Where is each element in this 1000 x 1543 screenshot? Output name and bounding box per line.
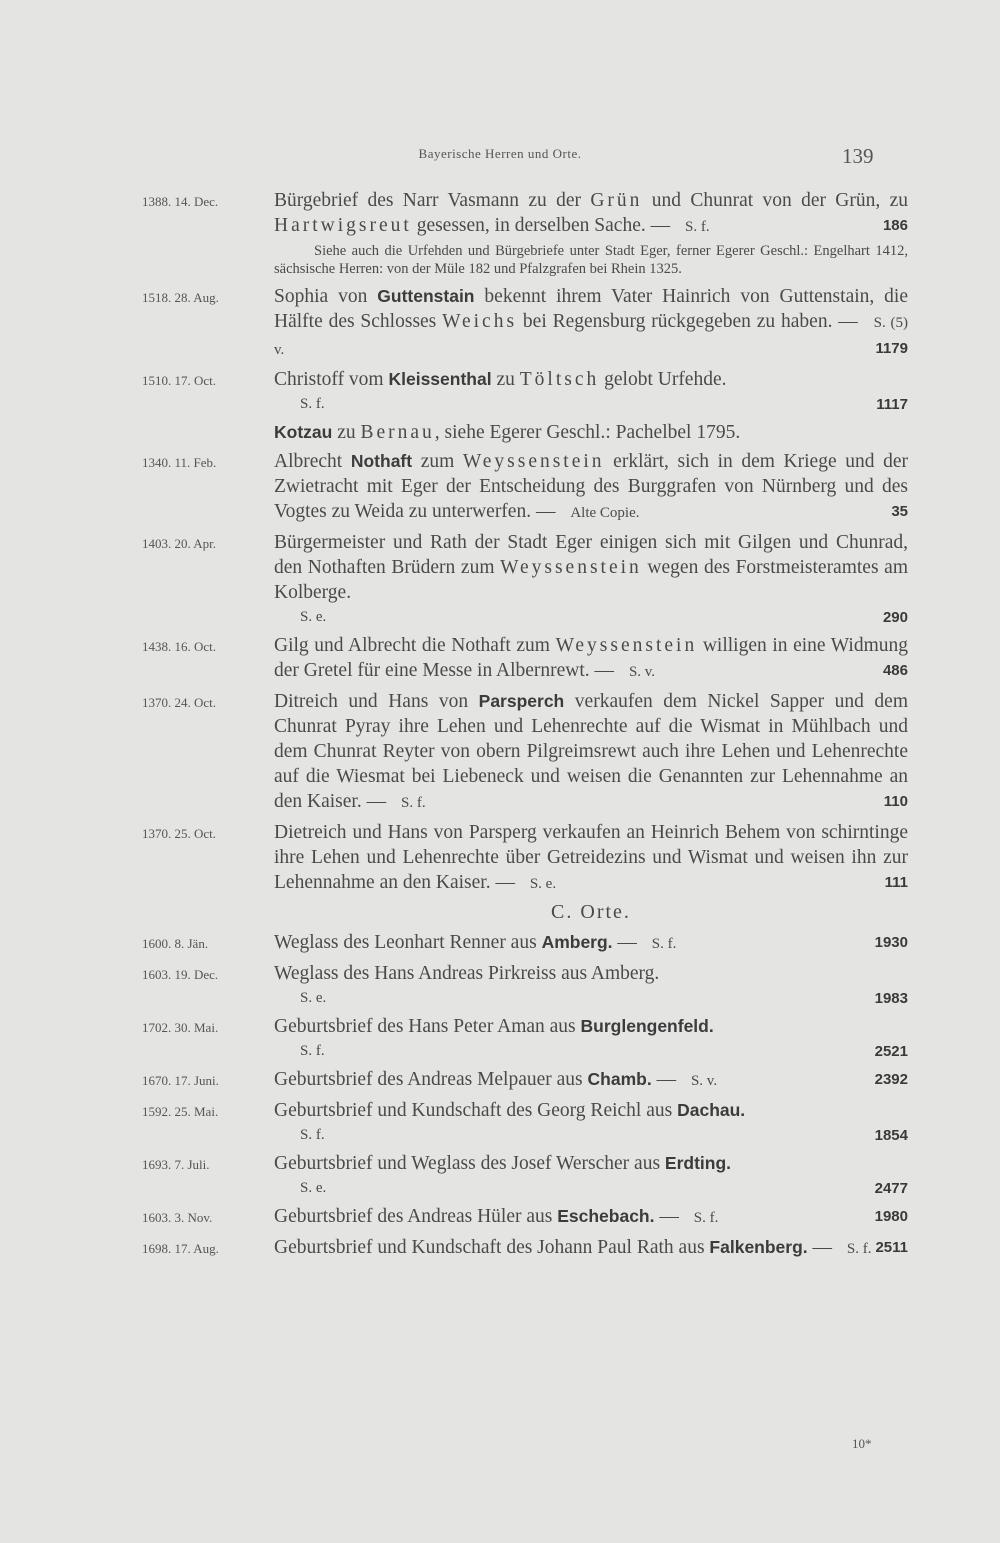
place-name: Eschebach. (557, 1206, 655, 1226)
entry-text (274, 1151, 908, 1176)
archive-number: 110 (883, 793, 908, 810)
source-ref: S. f. (400, 795, 426, 811)
running-title: Bayerische Herren und Orte. (418, 146, 582, 161)
place-entry (142, 1067, 908, 1094)
entry-text-part: erklärt, sich in dem Kriege und der Zwietracht mit Eger der Entscheidung des Burggrafen von Nürnberg und des Vogtes zu Weida zu unterwerfen. — (274, 451, 908, 522)
entry-text-part: willigen in eine Widmung der Gretel für eine Messe in Albernrewt. — (274, 635, 908, 681)
entry-date: 1693. 7. Juli. (142, 1157, 210, 1172)
entry-date: 1698. 17. Aug. (142, 1241, 219, 1256)
entry-date: 1603. 19. Dec. (142, 967, 219, 982)
place-entry (142, 1204, 908, 1231)
entry-text-part: — (807, 1237, 837, 1258)
source-line (274, 392, 908, 416)
archive-number: 1980 (874, 1208, 908, 1225)
spaced-name: Weyssenstein (555, 635, 698, 656)
entry-text-part: Weglass des Hans Andreas Pirkreiss aus Amberg. (274, 963, 660, 984)
source-ref: S. f. (846, 1241, 872, 1257)
place-entry (142, 1014, 908, 1063)
entry-text (274, 930, 908, 957)
entry-text-part: Gilg und Albrecht die Nothaft zum (274, 635, 556, 656)
entry-date: 1592. 25. Mai. (142, 1104, 219, 1119)
entry-text (274, 820, 908, 897)
entry-text-part: Geburtsbrief und Weglass des Josef Werscher aus (274, 1153, 665, 1174)
entry-text-part: Christoff vom (274, 369, 389, 390)
entry-date: 1518. 28. Aug. (142, 290, 219, 305)
entry-text (274, 449, 908, 526)
entry-text-part: bei Regensburg rückgegeben zu haben. — (517, 311, 864, 332)
archive-number: 186 (882, 217, 908, 234)
source-ref: S. f. (300, 1043, 325, 1059)
spaced-name: Weyssenstein (500, 557, 642, 578)
place-entry (142, 1235, 908, 1262)
entry-text (274, 420, 908, 445)
entry-date: 1340. 11. Feb. (142, 455, 217, 470)
place-name: Chamb. (587, 1069, 652, 1089)
entry (142, 820, 908, 897)
entry-text (274, 1014, 908, 1039)
place-name: Falkenberg. (709, 1237, 808, 1257)
bold-name: Kleissenthal (388, 369, 492, 389)
spaced-name: Weyssenstein (462, 451, 605, 472)
entry-date: 1370. 24. Oct. (142, 695, 217, 710)
source-ref: S. f. (300, 396, 325, 412)
archive-number: 1983 (874, 990, 908, 1007)
entry (142, 284, 908, 363)
entry-text-part: Sophia von (274, 286, 378, 307)
entry-text-part: Geburtsbrief und Kundschaft des Johann Paul Rath aus (274, 1237, 710, 1258)
source-line (274, 605, 908, 629)
source-ref: S. e. (529, 876, 557, 892)
entry-text-part: — (651, 1069, 681, 1090)
archive-number: 111 (884, 874, 908, 891)
archive-number: 2521 (874, 1043, 908, 1060)
place-entry (142, 930, 908, 957)
entry-date: 1702. 30. Mai. (142, 1020, 219, 1035)
archive-number: 1179 (875, 340, 908, 357)
archive-number: 1854 (874, 1127, 908, 1144)
entry-text-part: Weglass des Leonhart Renner aus (274, 932, 542, 953)
archive-number: 2392 (874, 1071, 908, 1088)
place-name: Erdting. (664, 1153, 732, 1173)
entry-text (274, 1098, 908, 1123)
entry-text-part: Dietreich und Hans von Parsperg verkaufen an Heinrich Behem von schirntinge ihre Lehen und Lehenrechte über Getreidezins und Wismat und weisen ihn zur Lehennahme an den Kaiser. — (274, 822, 908, 893)
archive-number: 2477 (874, 1180, 908, 1197)
archive-number: 486 (882, 662, 908, 679)
entry (142, 188, 908, 278)
entry-text (274, 1067, 908, 1094)
entry (142, 633, 908, 685)
spaced-name: Hartwigsreut (274, 215, 412, 236)
place-name: Dachau. (677, 1100, 746, 1120)
entry-text (274, 633, 908, 685)
entry (142, 689, 908, 816)
entry-date: 1370. 25. Oct. (142, 826, 217, 841)
source-line (274, 1039, 908, 1063)
source-ref: S. f. (651, 936, 677, 952)
place-entry (142, 1098, 908, 1147)
entry-text-part: zu (491, 369, 520, 390)
source-ref: S. e. (300, 990, 327, 1006)
entry-date: 1600. 8. Jän. (142, 936, 209, 951)
entry-text-part: gelobt Urfehde. (599, 369, 727, 390)
source-line (274, 1123, 908, 1147)
entry (142, 449, 908, 526)
source-ref: S. e. (300, 609, 327, 625)
archive-number: 35 (891, 503, 908, 520)
entry-text-part: verkaufen dem Nickel Sapper und dem Chunrat Pyray ihre Lehen und Lehenrechte auf die Wismat in Mühlbach und dem Chunrat Reyter von obern Pilgreimsrewt auch ihre Lehen und Lehenrechte auf die Wiesmat bei Liebeneck und weisen die Genannten zur Lehennahme an den Kaiser. — (274, 691, 908, 812)
archive-number: 1117 (876, 396, 908, 413)
entry-date: 1603. 3. Nov. (142, 1210, 213, 1225)
source-ref: S. (5) v. (274, 315, 908, 358)
place-entry (142, 1151, 908, 1200)
archive-number: 2511 (875, 1239, 908, 1256)
entry (142, 420, 908, 445)
spaced-name: Grün (590, 190, 643, 211)
bold-name: Parsperch (478, 691, 565, 711)
entry-text-part: — (654, 1206, 684, 1227)
bold-name: Kotzau (274, 422, 333, 442)
source-ref: S. e. (300, 1180, 327, 1196)
entry-date: 1438. 16. Oct. (142, 639, 217, 654)
section-title: C. Orte. (551, 901, 631, 923)
entry-text (274, 1204, 908, 1231)
bold-name: Guttenstain (377, 286, 475, 306)
entry-date: 1403. 20. Apr. (142, 536, 217, 551)
entry-text (274, 1235, 908, 1262)
entry-text-part: Geburtsbrief des Hans Peter Aman aus (274, 1016, 581, 1037)
archive-number: 290 (882, 609, 908, 626)
entry-text (274, 689, 908, 816)
entry-text-part: Geburtsbrief des Andreas Hüler aus (274, 1206, 558, 1227)
entry (142, 367, 908, 416)
entry-text-part: Ditreich und Hans von (274, 691, 479, 712)
entry-text-part: gesessen, in derselben Sache. — (411, 215, 675, 236)
archive-number: 1930 (874, 934, 908, 951)
entry-text-part: Bürgebrief des Narr Vasmann zu der (274, 190, 591, 211)
entry-text (274, 530, 908, 605)
entry-note: Siehe auch die Urfehden und Bürgebriefe unter Stadt Eger, ferner Egerer Geschl.: Engelhart 1412, sächsische Herren: von der Müle 182 und Pfalzgrafen bei Rhein 1325. (274, 243, 908, 277)
entry-date: 1510. 17. Oct. (142, 373, 217, 388)
entry-text-part: bekennt ihrem Vater Hainrich von Guttenstain, die Hälfte des Schlosses (274, 286, 909, 332)
entry-text-part: Albrecht (274, 451, 351, 472)
source-ref: S. v. (628, 664, 656, 680)
place-entry (142, 961, 908, 1010)
entry-text (274, 188, 908, 240)
entry-text-part: und Chunrat von der Grün, zu (642, 190, 908, 211)
entry (142, 530, 908, 629)
entry-text (274, 367, 908, 392)
entry-text-part: Bürgermeister und Rath der Stadt Eger einigen sich mit Gilgen und Chunrad, den Nothaften Brüdern zum (274, 532, 908, 578)
entry-date: 1670. 17. Juni. (142, 1073, 219, 1088)
page-number: 139 (842, 144, 874, 168)
signature-mark: 10* (852, 1436, 872, 1451)
entry-text-part: zum (412, 451, 463, 472)
source-ref: Alte Copie. (570, 505, 640, 521)
entry-text-part: wegen des Forstmeisteramtes am Kolberge. (274, 557, 908, 603)
entry-date: 1388. 14. Dec. (142, 194, 219, 209)
spaced-name: Weichs (442, 311, 518, 332)
source-ref: S. v. (690, 1073, 718, 1089)
source-line (274, 1176, 908, 1200)
spaced-name: Bernau (360, 422, 435, 443)
entry-text-part: — (612, 932, 642, 953)
place-name: Burglengenfeld. (580, 1016, 714, 1036)
source-ref: S. f. (300, 1127, 325, 1143)
entries-list (142, 188, 908, 1266)
entry-text-part: Geburtsbrief des Andreas Melpauer aus (274, 1069, 588, 1090)
spaced-name: Töltsch (519, 369, 600, 390)
source-line (274, 986, 908, 1010)
bold-name: Nothaft (350, 451, 413, 471)
entry-text-part: , siehe Egerer Geschl.: Pachelbel 1795. (434, 422, 741, 443)
source-ref: S. f. (693, 1210, 719, 1226)
entry-text-part: zu (332, 422, 361, 443)
entry-text (274, 284, 908, 363)
entry-text-part: Geburtsbrief und Kundschaft des Georg Reichl aus (274, 1100, 678, 1121)
entry-text (274, 961, 908, 986)
place-name: Amberg. (541, 932, 613, 952)
source-ref: S. f. (685, 219, 710, 235)
